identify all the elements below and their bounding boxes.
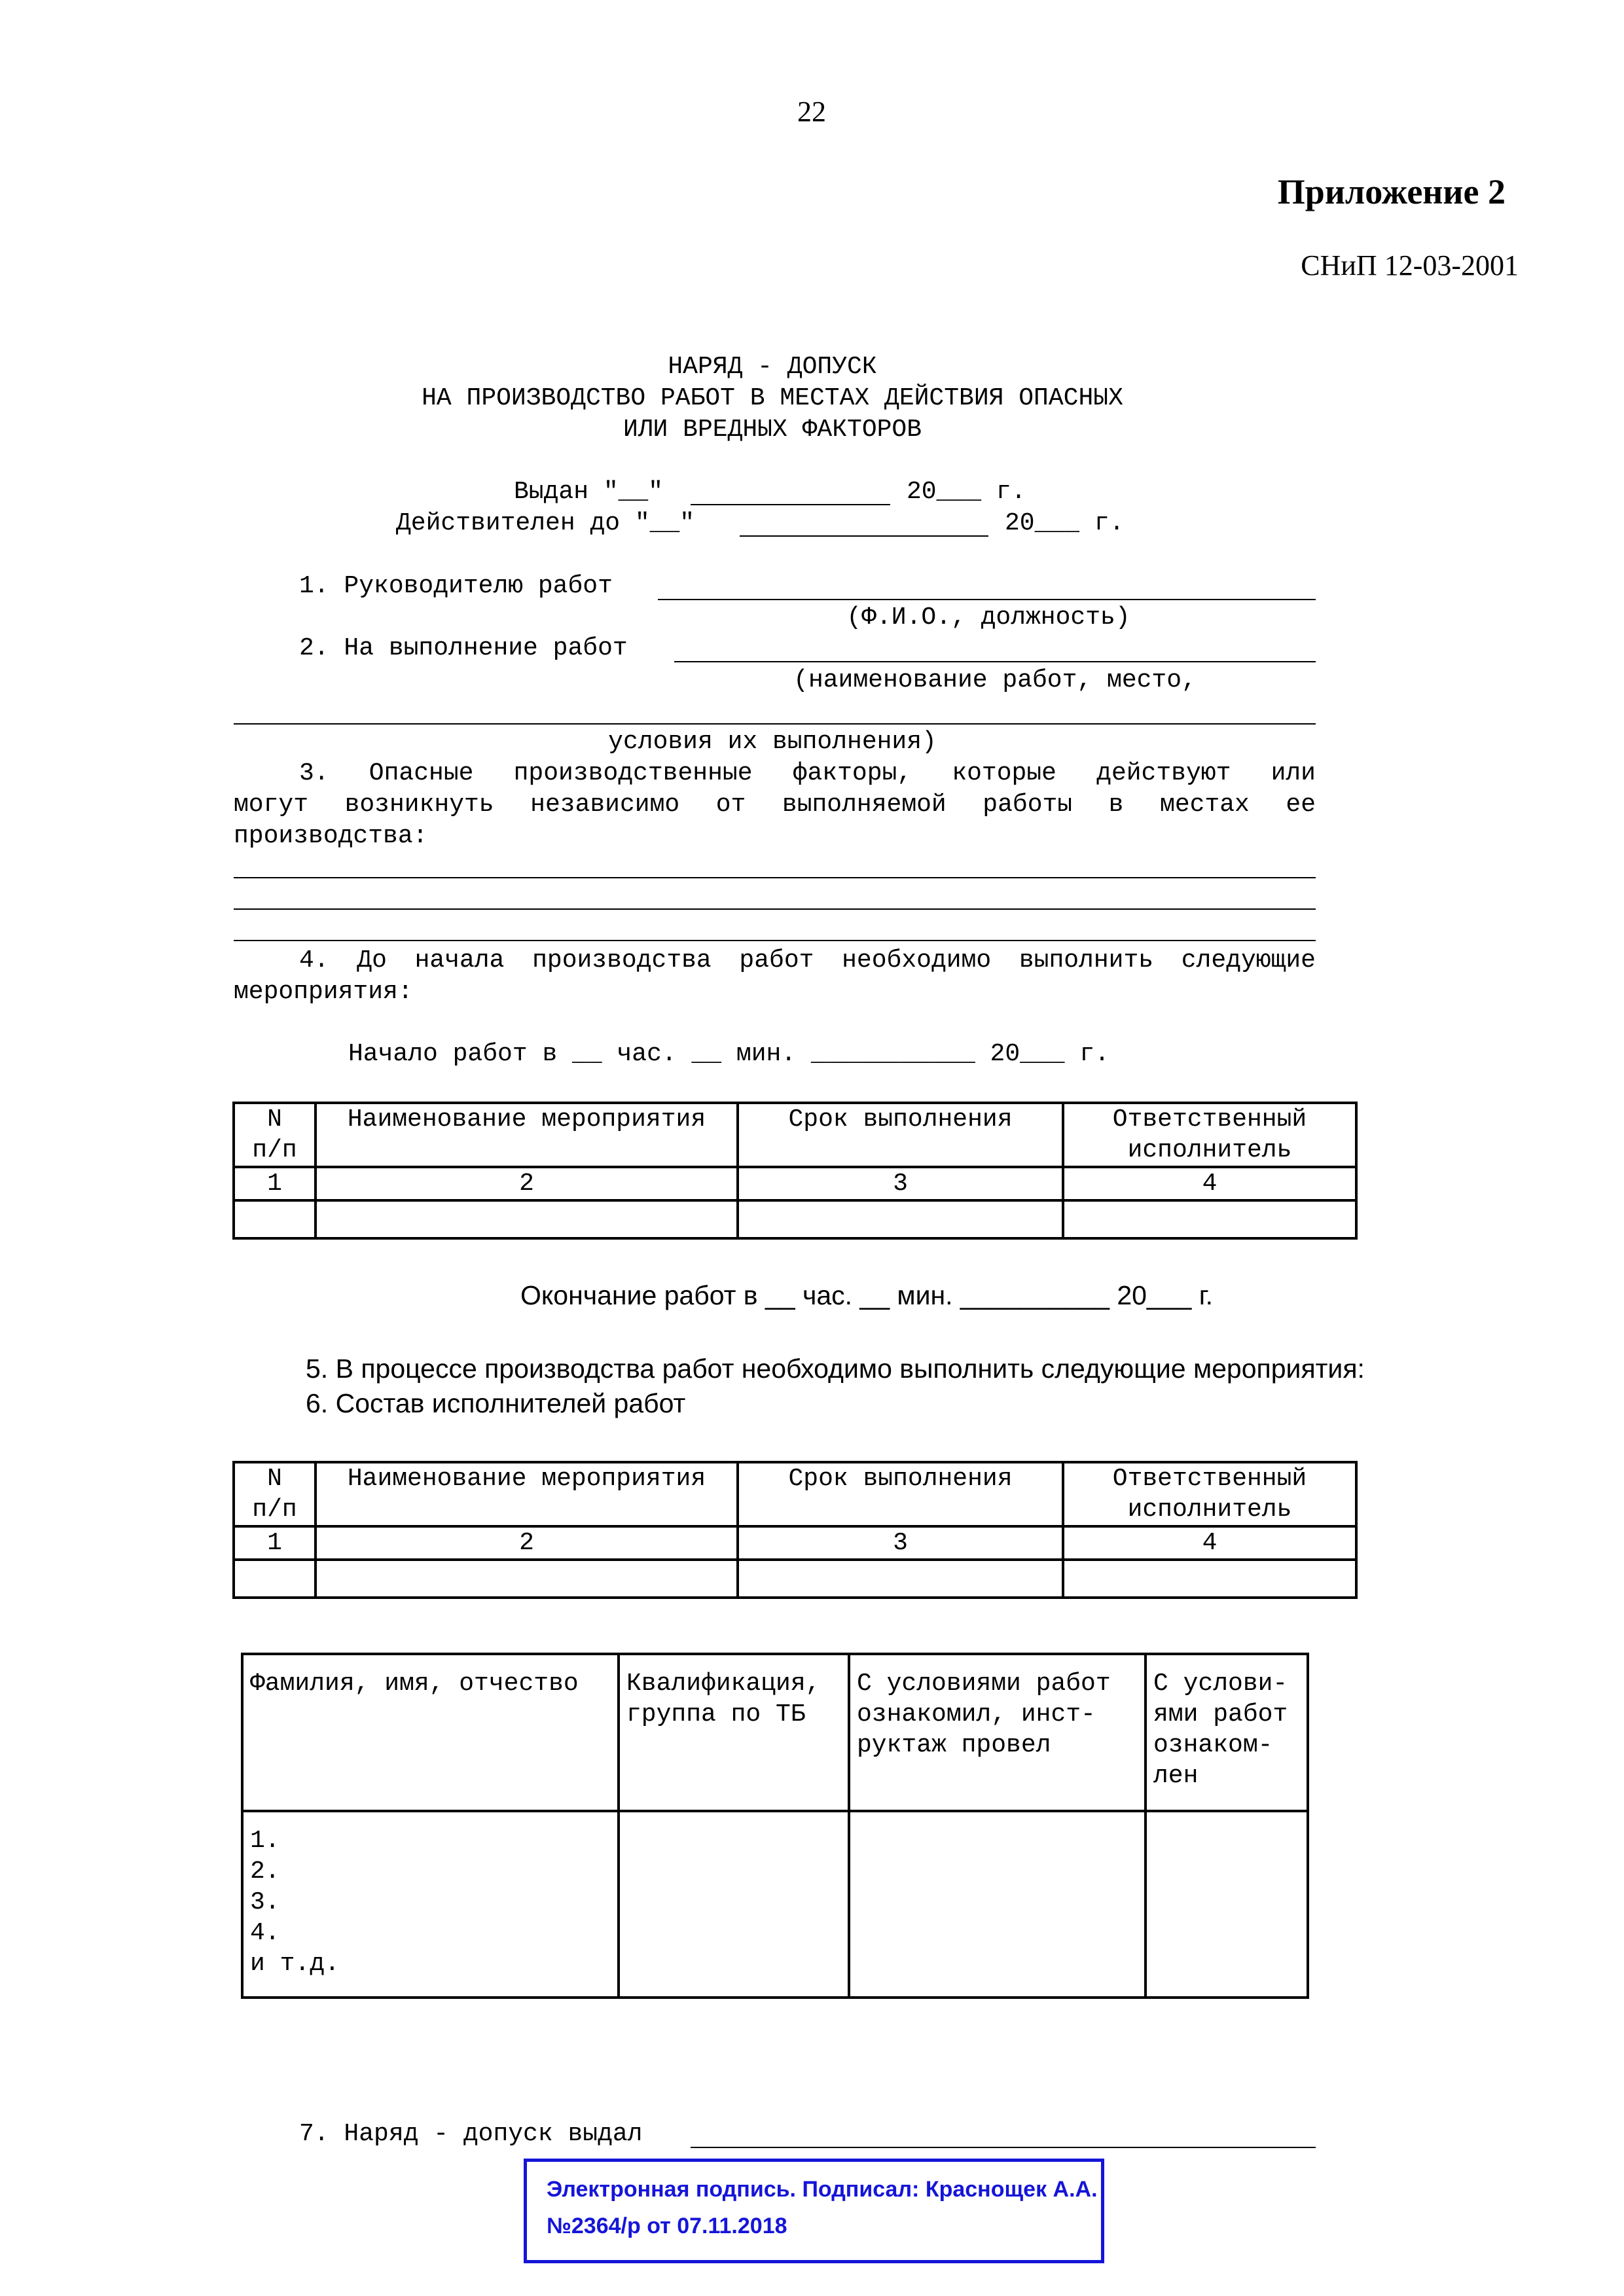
- column-header-number: N п/п: [234, 1103, 316, 1167]
- item3-field-line2[interactable]: [234, 908, 1316, 910]
- table-cell[interactable]: [849, 1811, 1146, 1998]
- column-number-2: 2: [316, 1526, 738, 1560]
- issued-year-label: 20___ г.: [907, 478, 1026, 506]
- item5: 5. В процессе производства работ необходимо выполнить следующие мероприятия:: [306, 1354, 1365, 1384]
- item1-manager-field[interactable]: [658, 599, 1316, 600]
- valid-label: Действителен до "__": [396, 509, 695, 537]
- measures-table-1: [232, 1102, 1358, 1240]
- column-header-acknowledged: С услови- ями работ ознаком- лен: [1146, 1654, 1308, 1811]
- item2-label: 2. На выполнение работ: [299, 634, 628, 662]
- column-number-2: 2: [316, 1167, 738, 1200]
- item2-work-field-line2[interactable]: [234, 723, 1316, 725]
- column-number-1: 1: [234, 1526, 316, 1560]
- column-header-qualification: Квалификация, группа по ТБ: [619, 1654, 849, 1811]
- table-header-row: [234, 1103, 1356, 1167]
- column-header-deadline: Срок выполнения: [738, 1462, 1063, 1526]
- table-row[interactable]: [234, 1560, 1356, 1598]
- item7-label: 7. Наряд - допуск выдал: [299, 2120, 643, 2148]
- form-title-line1: НАРЯД - ДОПУСК: [668, 353, 877, 381]
- table-cell[interactable]: [1063, 1200, 1356, 1238]
- item1-hint: (Ф.И.О., должность): [846, 603, 1130, 632]
- staff-table: [241, 1653, 1309, 1999]
- column-header-responsible: Ответственный исполнитель: [1063, 1103, 1356, 1167]
- form-title-line2: НА ПРОИЗВОДСТВО РАБОТ В МЕСТАХ ДЕЙСТВИЯ ОПАСНЫХ: [422, 384, 1123, 412]
- table-cell[interactable]: [316, 1200, 738, 1238]
- item2-work-field[interactable]: [674, 661, 1316, 662]
- table-cell[interactable]: [1063, 1560, 1356, 1598]
- column-header-full-name: Фамилия, имя, отчество: [242, 1654, 619, 1811]
- work-end: Окончание работ в __ час. __ мин. __________ 20___ г.: [520, 1280, 1214, 1310]
- table-cell[interactable]: [234, 1200, 316, 1238]
- column-number-4: 4: [1063, 1526, 1356, 1560]
- valid-year-label: 20___ г.: [1005, 509, 1125, 537]
- column-header-instructed-by: С условиями работ ознакомил, инст- руктаж провел: [849, 1654, 1146, 1811]
- column-header-measure: Наименование мероприятия: [316, 1462, 738, 1526]
- table-row: [234, 1526, 1356, 1560]
- item3-line2: могут возникнуть независимо от выполняемой работы в местах ее: [234, 791, 1316, 819]
- appendix-title: Приложение 2: [1277, 172, 1506, 211]
- item2-hint2: условия их выполнения): [608, 728, 937, 756]
- column-number-4: 4: [1063, 1167, 1356, 1200]
- table-cell[interactable]: [316, 1560, 738, 1598]
- table-row: [234, 1167, 1356, 1200]
- table-row[interactable]: [242, 1811, 1308, 1998]
- item3-field-line1[interactable]: [234, 877, 1316, 878]
- electronic-signature-stamp: [524, 2159, 1104, 2263]
- column-number-3: 3: [738, 1526, 1063, 1560]
- item2-hint1: (наименование работ, место,: [793, 666, 1197, 694]
- item4-line1: 4. До начала производства работ необходимо выполнить следующие: [299, 946, 1316, 975]
- staff-numbers[interactable]: 1. 2. 3. 4. и т.д.: [242, 1811, 619, 1998]
- table-cell[interactable]: [738, 1200, 1063, 1238]
- signature-stamp-line1: Электронная подпись. Подписал: Краснощек А.А.: [547, 2177, 1098, 2202]
- table-cell[interactable]: [738, 1560, 1063, 1598]
- measures-table-2: [232, 1461, 1358, 1599]
- table-cell[interactable]: [1146, 1811, 1308, 1998]
- table-cell[interactable]: [619, 1811, 849, 1998]
- item3-line1: 3. Опасные производственные факторы, которые действуют или: [299, 759, 1316, 787]
- form-title-line3: ИЛИ ВРЕДНЫХ ФАКТОРОВ: [623, 416, 922, 444]
- column-number-3: 3: [738, 1167, 1063, 1200]
- table-header-row: [234, 1462, 1356, 1526]
- table-cell[interactable]: [234, 1560, 316, 1598]
- item7-issuer-field[interactable]: [691, 2147, 1316, 2148]
- snip-reference: СНиП 12-03-2001: [1301, 249, 1519, 281]
- item1-label: 1. Руководителю работ: [299, 572, 613, 600]
- column-header-measure: Наименование мероприятия: [316, 1103, 738, 1167]
- page-number: 22: [797, 96, 826, 128]
- item6: 6. Состав исполнителей работ: [306, 1388, 686, 1418]
- table-header-row: [242, 1654, 1308, 1811]
- work-start: Начало работ в __ час. __ мин. ___________ 20___ г.: [348, 1040, 1110, 1068]
- item4-line2: мероприятия:: [234, 978, 413, 1006]
- valid-date-field[interactable]: [740, 535, 988, 537]
- column-number-1: 1: [234, 1167, 316, 1200]
- table-row[interactable]: [234, 1200, 1356, 1238]
- issued-date-field[interactable]: [691, 504, 890, 505]
- column-header-deadline: Срок выполнения: [738, 1103, 1063, 1167]
- issued-label: Выдан "__": [514, 478, 664, 506]
- column-header-responsible: Ответственный исполнитель: [1063, 1462, 1356, 1526]
- item3-line3: производства:: [234, 822, 428, 850]
- column-header-number: N п/п: [234, 1462, 316, 1526]
- signature-stamp-line2: №2364/р от 07.11.2018: [547, 2214, 787, 2238]
- item3-field-line3[interactable]: [234, 940, 1316, 941]
